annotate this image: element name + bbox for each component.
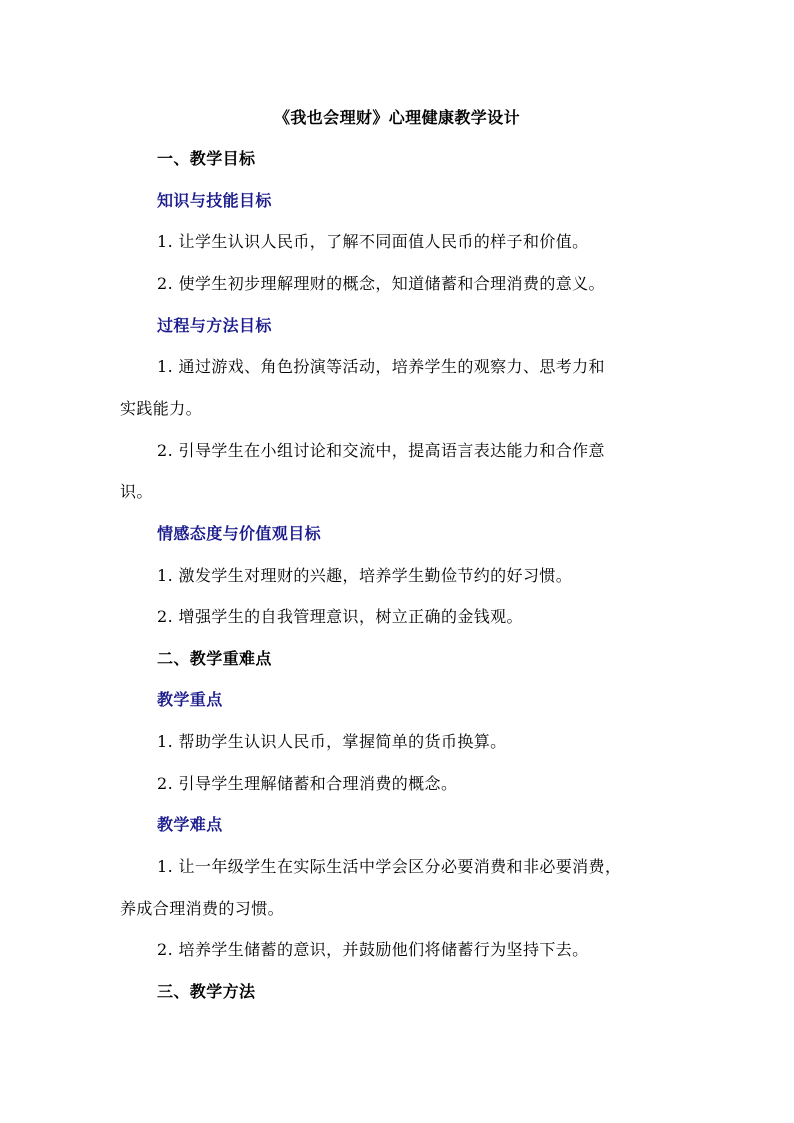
subsection-heading: 知识与技能目标: [157, 191, 272, 210]
subsection-heading: 教学重点: [157, 690, 223, 709]
paragraph-continuation: 养成合理消费的习惯。: [120, 899, 285, 918]
subsection-heading: 情感态度与价值观目标: [157, 524, 322, 543]
subsection-heading: 过程与方法目标: [157, 316, 272, 335]
section-heading: 一、教学目标: [157, 149, 256, 168]
paragraph-line: 2. 增强学生的自我管理意识，树立正确的金钱观。: [157, 607, 523, 626]
paragraph-line: 2. 引导学生理解储蓄和合理消费的概念。: [157, 774, 458, 793]
subsection-heading: 教学难点: [157, 815, 223, 834]
paragraph-line: 2. 引导学生在小组讨论和交流中，提高语言表达能力和合作意: [157, 441, 605, 460]
document-title: 《我也会理财》心理健康教学设计: [273, 108, 520, 127]
paragraph-line: 1. 激发学生对理财的兴趣，培养学生勤俭节约的好习惯。: [157, 566, 573, 585]
paragraph-line: 1. 通过游戏、角色扮演等活动，培养学生的观察力、思考力和: [157, 357, 605, 376]
paragraph-continuation: 识。: [120, 482, 153, 501]
section-heading: 三、教学方法: [157, 982, 256, 1001]
paragraph-continuation: 实践能力。: [120, 399, 203, 418]
paragraph-line: 1. 帮助学生认识人民币，掌握简单的货币换算。: [157, 732, 507, 751]
paragraph-line: 1. 让一年级学生在实际生活中学会区分必要消费和非必要消费，: [157, 857, 622, 876]
paragraph-line: 2. 培养学生储蓄的意识，并鼓励他们将储蓄行为坚持下去。: [157, 940, 589, 959]
paragraph-line: 1. 让学生认识人民币，了解不同面值人民币的样子和价值。: [157, 232, 589, 251]
section-heading: 二、教学重难点: [157, 649, 272, 668]
paragraph-line: 2. 使学生初步理解理财的概念，知道储蓄和合理消费的意义。: [157, 274, 605, 293]
